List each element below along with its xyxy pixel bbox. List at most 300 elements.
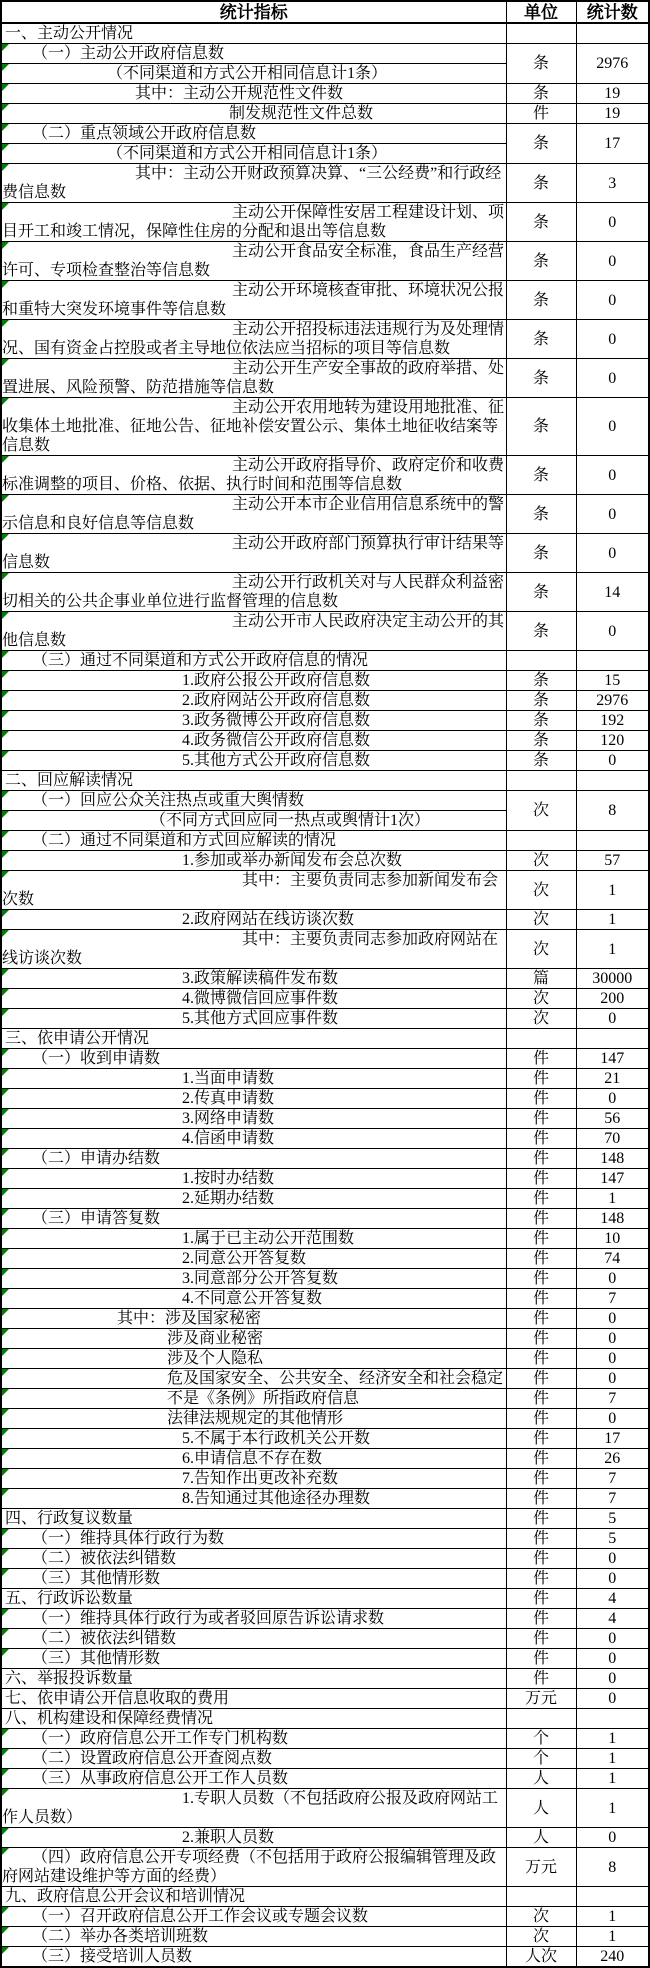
indicator-cell[interactable]: （二）通过不同渠道和方式回应解读的情况 — [1, 831, 506, 851]
unit-cell[interactable]: 次 — [506, 1907, 576, 1927]
value-cell[interactable]: 1 — [576, 1927, 649, 1947]
value-cell[interactable]: 8 — [576, 791, 649, 831]
value-cell[interactable]: 1 — [576, 1729, 649, 1749]
indicator-cell[interactable]: 1.当面申请数 — [1, 1069, 506, 1089]
excel-error-triangle-icon — [2, 612, 9, 619]
unit-cell[interactable] — [506, 651, 576, 671]
indicator-cell[interactable]: 3.网络申请数 — [1, 1109, 506, 1129]
value-cell[interactable]: 0 — [576, 612, 649, 651]
value-cell[interactable]: 0 — [576, 1629, 649, 1649]
indicator-cell[interactable]: 危及国家安全、公共安全、经济安全和社会稳定 — [1, 1369, 506, 1389]
table-row — [1, 871, 649, 910]
value-cell[interactable]: 192 — [576, 711, 649, 731]
table-row — [1, 456, 649, 495]
unit-cell[interactable]: 条 — [506, 456, 576, 495]
indicator-cell[interactable]: 主动公开市人民政府决定主动公开的其他信息数 — [2, 613, 505, 649]
indicator-cell[interactable]: 1.按时办结数 — [1, 1169, 506, 1189]
table-row — [1, 1769, 649, 1789]
unit-cell[interactable]: 条 — [506, 691, 576, 711]
value-cell[interactable]: 0 — [576, 1689, 649, 1709]
indicator-cell[interactable]: 2.政府网站在线访谈次数 — [1, 910, 506, 930]
indicator-cell[interactable]: 3.政策解读稿件发布数 — [1, 969, 506, 989]
unit-cell[interactable]: 条 — [506, 711, 576, 731]
value-cell[interactable]: 0 — [576, 1269, 649, 1289]
unit-cell[interactable]: 件 — [506, 1269, 576, 1289]
value-cell[interactable]: 0 — [576, 1349, 649, 1369]
unit-cell[interactable]: 件 — [506, 1069, 576, 1089]
value-cell[interactable]: 0 — [576, 1309, 649, 1329]
indicator-cell[interactable]: 2.政府网站公开政府信息数 — [1, 691, 506, 711]
value-cell[interactable]: 7 — [576, 1469, 649, 1489]
indicator-cell[interactable]: 不是《条例》所指政府信息 — [1, 1389, 506, 1409]
unit-cell[interactable]: 件 — [506, 1669, 576, 1689]
value-cell[interactable]: 1 — [576, 1189, 649, 1209]
indicator-cell[interactable]: 其中：主要负责同志参加政府网站在线访谈次数 — [1, 930, 506, 969]
excel-error-triangle-icon — [2, 64, 9, 71]
indicator-cell[interactable]: 其中：主要负责同志参加新闻发布会次数 — [1, 871, 506, 910]
indicator-cell[interactable]: 2.延期办结数 — [1, 1189, 506, 1209]
value-cell[interactable]: 4 — [576, 1589, 649, 1609]
table-row — [1, 671, 649, 691]
value-cell[interactable]: 19 — [576, 84, 649, 104]
section-indicator-cell[interactable]: 三、依申请公开情况 — [1, 1029, 506, 1049]
table-row — [1, 1907, 649, 1927]
unit-cell[interactable]: 条 — [506, 124, 576, 164]
unit-cell[interactable]: 条 — [506, 671, 576, 691]
section-indicator-cell[interactable]: 八、机构建设和保障经费情况 — [1, 1709, 506, 1729]
indicator-cell[interactable]: （一）收到申请数 — [1, 1049, 506, 1069]
excel-error-triangle-icon — [2, 281, 9, 288]
indicator-cell[interactable]: （二）举办各类培训班数 — [1, 1927, 506, 1947]
unit-cell[interactable]: 次 — [506, 910, 576, 930]
section-indicator-cell[interactable]: 七、依申请公开信息收取的费用 — [1, 1689, 506, 1709]
indicator-cell[interactable]: （三）从事政府信息公开工作人员数 — [1, 1769, 506, 1789]
unit-cell[interactable]: 件 — [506, 1089, 576, 1109]
value-cell[interactable]: 15 — [576, 671, 649, 691]
unit-cell[interactable]: 次 — [506, 871, 576, 910]
unit-cell[interactable]: 人 — [506, 1769, 576, 1789]
table-row — [1, 320, 649, 359]
value-cell[interactable]: 1 — [576, 1789, 649, 1828]
unit-cell[interactable]: 件 — [506, 1389, 576, 1409]
unit-cell[interactable]: 件 — [506, 1289, 576, 1309]
table-row — [1, 1409, 649, 1429]
indicator-cell[interactable]: 涉及个人隐私 — [1, 1349, 506, 1369]
indicator-cell[interactable]: 涉及商业秘密 — [1, 1329, 506, 1349]
value-cell[interactable]: 8 — [576, 1848, 649, 1887]
indicator-cell[interactable]: 1.政府公报公开政府信息数 — [1, 671, 506, 691]
unit-cell[interactable]: 件 — [506, 1609, 576, 1629]
value-cell[interactable]: 2976 — [576, 44, 649, 84]
unit-cell[interactable]: 件 — [506, 1549, 576, 1569]
unit-cell[interactable]: 件 — [506, 1049, 576, 1069]
excel-error-triangle-icon — [2, 1249, 9, 1256]
value-cell[interactable]: 148 — [576, 1209, 649, 1229]
unit-cell[interactable]: 件 — [506, 1329, 576, 1349]
value-cell[interactable]: 14 — [576, 573, 649, 612]
excel-error-triangle-icon — [2, 1907, 9, 1914]
unit-cell[interactable]: 条 — [506, 203, 576, 242]
section-indicator-cell[interactable]: 六、举报投诉数量 — [1, 1669, 506, 1689]
unit-cell[interactable]: 条 — [506, 573, 576, 612]
value-cell[interactable]: 0 — [576, 203, 649, 242]
value-cell[interactable]: 240 — [576, 1947, 649, 1968]
value-cell[interactable] — [576, 651, 649, 671]
table-row — [1, 691, 649, 711]
value-cell[interactable]: 147 — [576, 1169, 649, 1189]
unit-cell[interactable]: 个 — [506, 1729, 576, 1749]
indicator-cell[interactable]: （四）政府信息公开专项经费（不包括用于政府公报编辑管理及政府网站建设维护等方面的经费） — [1, 1848, 506, 1887]
unit-cell[interactable]: 条 — [506, 751, 576, 771]
value-cell[interactable] — [576, 1709, 649, 1729]
value-cell[interactable]: 70 — [576, 1129, 649, 1149]
value-cell[interactable]: 0 — [576, 1669, 649, 1689]
indicator-cell[interactable]: （一）维持具体行政行为数 — [1, 1529, 506, 1549]
unit-cell[interactable]: 次 — [506, 930, 576, 969]
table-row — [1, 124, 649, 144]
unit-cell[interactable]: 条 — [506, 612, 576, 651]
excel-error-triangle-icon — [2, 164, 9, 171]
indicator-cell[interactable]: 主动公开环境核查审批、环境状况公报和重特大突发环境事件等信息数 — [2, 282, 505, 318]
unit-cell[interactable]: 件 — [506, 1169, 576, 1189]
unit-cell[interactable] — [506, 1887, 576, 1907]
unit-cell[interactable]: 条 — [506, 731, 576, 751]
unit-cell[interactable] — [506, 771, 576, 791]
excel-error-triangle-icon — [2, 1209, 9, 1216]
indicator-cell[interactable]: 5.不属于本行政机关公开数 — [1, 1429, 506, 1449]
unit-cell[interactable]: 件 — [506, 1109, 576, 1129]
value-cell[interactable]: 0 — [576, 1369, 649, 1389]
value-cell[interactable]: 10 — [576, 1229, 649, 1249]
unit-cell[interactable]: 次 — [506, 1927, 576, 1947]
section-indicator-cell[interactable]: 五、行政诉讼数量 — [1, 1589, 506, 1609]
value-cell[interactable]: 0 — [576, 359, 649, 398]
value-cell[interactable]: 0 — [576, 1009, 649, 1029]
excel-error-triangle-icon — [2, 495, 9, 502]
value-cell[interactable]: 1 — [576, 910, 649, 930]
unit-cell[interactable]: 件 — [506, 104, 576, 124]
indicator-cell[interactable]: 2.兼职人员数 — [1, 1828, 506, 1848]
indicator-cell[interactable]: （一）政府信息公开工作专门机构数 — [1, 1729, 506, 1749]
unit-cell[interactable]: 条 — [506, 84, 576, 104]
unit-cell[interactable]: 件 — [506, 1309, 576, 1329]
value-cell[interactable]: 0 — [576, 1828, 649, 1848]
unit-cell[interactable]: 件 — [506, 1229, 576, 1249]
table-row — [1, 573, 649, 612]
indicator-cell[interactable]: 主动公开农用地转为建设用地批准、征收集体土地批准、征地公告、征地补偿安置公示、集体土地征收结案等信息数 — [2, 399, 505, 454]
indicator-cell[interactable]: （二）申请办结数 — [1, 1149, 506, 1169]
unit-cell[interactable]: 篇 — [506, 969, 576, 989]
value-cell[interactable] — [576, 1029, 649, 1049]
table-row — [1, 1329, 649, 1349]
value-cell[interactable]: 0 — [576, 456, 649, 495]
indicator-cell[interactable]: （不同渠道和方式公开相同信息计1条） — [1, 144, 506, 164]
indicator-cell[interactable]: （不同渠道和方式公开相同信息计1条） — [1, 64, 506, 84]
indicator-cell[interactable]: 法律法规规定的其他情形 — [1, 1409, 506, 1429]
indicator-cell[interactable]: 5.其他方式回应事件数 — [1, 1009, 506, 1029]
table-row — [1, 930, 649, 969]
table-row — [1, 1729, 649, 1749]
value-cell[interactable]: 3 — [576, 164, 649, 203]
unit-cell[interactable]: 人 — [506, 1828, 576, 1848]
indicator-cell[interactable]: 2.同意公开答复数 — [1, 1249, 506, 1269]
indicator-cell[interactable]: 其中：涉及国家秘密 — [1, 1309, 506, 1329]
indicator-cell[interactable]: 6.申请信息不存在数 — [1, 1449, 506, 1469]
value-cell[interactable] — [576, 1887, 649, 1907]
indicator-cell[interactable]: 1.属于已主动公开范围数 — [1, 1229, 506, 1249]
indicator-cell[interactable]: 3.同意部分公开答复数 — [1, 1269, 506, 1289]
unit-cell[interactable]: 条 — [506, 44, 576, 84]
unit-cell[interactable]: 件 — [506, 1249, 576, 1269]
unit-cell[interactable]: 件 — [506, 1569, 576, 1589]
value-cell[interactable]: 19 — [576, 104, 649, 124]
unit-cell[interactable]: 条 — [506, 281, 576, 320]
unit-cell[interactable]: 件 — [506, 1409, 576, 1429]
unit-cell[interactable]: 万元 — [506, 1848, 576, 1887]
excel-error-triangle-icon — [2, 1049, 9, 1056]
indicator-cell[interactable]: 主动公开招投标违法违规行为及处理情况、国有资金占控股或者主导地位依法应当招标的项目等信息数 — [2, 321, 505, 357]
unit-cell[interactable]: 人 — [506, 1789, 576, 1828]
indicator-cell[interactable]: （三）其他情形数 — [1, 1649, 506, 1669]
table-row — [1, 1009, 649, 1029]
unit-cell[interactable]: 件 — [506, 1129, 576, 1149]
value-cell[interactable]: 0 — [576, 281, 649, 320]
value-cell[interactable]: 0 — [576, 398, 649, 456]
table-row — [1, 1947, 649, 1968]
value-cell[interactable]: 26 — [576, 1449, 649, 1469]
value-cell[interactable]: 5 — [576, 1529, 649, 1549]
excel-error-triangle-icon — [2, 1469, 9, 1476]
indicator-cell[interactable]: （二）设置政府信息公开查阅点数 — [1, 1749, 506, 1769]
section-indicator-cell[interactable]: 四、行政复议数量 — [1, 1509, 506, 1529]
value-cell[interactable]: 0 — [576, 534, 649, 573]
value-cell[interactable]: 0 — [576, 1409, 649, 1429]
value-cell[interactable]: 0 — [576, 1569, 649, 1589]
unit-cell[interactable]: 次 — [506, 989, 576, 1009]
unit-cell[interactable] — [506, 23, 576, 44]
column-header-unit[interactable]: 单位 — [506, 1, 576, 23]
indicator-cell[interactable]: （二）被依法纠错数 — [1, 1549, 506, 1569]
section-indicator-cell[interactable]: 一、主动公开情况 — [1, 23, 506, 44]
unit-cell[interactable]: 件 — [506, 1149, 576, 1169]
indicator-cell[interactable]: 主动公开保障性安居工程建设计划、项目开工和竣工情况，保障性住房的分配和退出等信息数 — [2, 204, 505, 240]
section-indicator-cell[interactable]: 九、政府信息公开会议和培训情况 — [1, 1887, 506, 1907]
value-cell[interactable]: 0 — [576, 751, 649, 771]
table-row — [1, 23, 649, 44]
table-row — [1, 1709, 649, 1729]
value-cell[interactable]: 7 — [576, 1489, 649, 1509]
unit-cell[interactable]: 件 — [506, 1209, 576, 1229]
indicator-cell[interactable]: 主动公开食品安全标准，食品生产经营许可、专项检查整治等信息数 — [2, 243, 505, 279]
value-cell[interactable]: 148 — [576, 1149, 649, 1169]
unit-cell[interactable]: 条 — [506, 534, 576, 573]
unit-cell[interactable]: 件 — [506, 1649, 576, 1669]
value-cell[interactable]: 17 — [576, 1429, 649, 1449]
excel-error-triangle-icon — [2, 1609, 9, 1616]
indicator-cell[interactable]: 8.告知通过其他途径办理数 — [1, 1489, 506, 1509]
value-cell[interactable]: 0 — [576, 495, 649, 534]
indicator-cell[interactable]: 4.微博微信回应事件数 — [1, 989, 506, 1009]
excel-error-triangle-icon — [2, 1329, 9, 1336]
value-cell[interactable]: 1 — [576, 930, 649, 969]
unit-cell[interactable]: 件 — [506, 1449, 576, 1469]
indicator-cell[interactable]: （不同方式回应同一热点或舆情计1次） — [1, 811, 506, 831]
table-row — [1, 1689, 649, 1709]
table-row — [1, 242, 649, 281]
excel-error-triangle-icon — [2, 831, 9, 838]
unit-cell[interactable]: 条 — [506, 398, 576, 456]
excel-error-triangle-icon — [2, 751, 9, 758]
indicator-cell[interactable]: 2.传真申请数 — [1, 1089, 506, 1109]
indicator-cell[interactable]: 4.政务微信公开政府信息数 — [1, 731, 506, 751]
indicator-cell[interactable]: 1.参加或举办新闻发布会总次数 — [1, 851, 506, 871]
value-cell[interactable] — [576, 831, 649, 851]
indicator-cell[interactable]: 主动公开生产安全事故的政府举措、处置进展、风险预警、防范措施等信息数 — [2, 360, 505, 396]
indicator-cell[interactable]: 7.告知作出更改补充数 — [1, 1469, 506, 1489]
indicator-cell[interactable]: 3.政务微博公开政府信息数 — [1, 711, 506, 731]
indicator-cell[interactable]: 主动公开行政机关对与人民群众利益密切相关的公共企事业单位进行监督管理的信息数 — [2, 574, 505, 610]
value-cell[interactable]: 5 — [576, 1509, 649, 1529]
unit-cell[interactable]: 件 — [506, 1629, 576, 1649]
unit-cell[interactable]: 件 — [506, 1489, 576, 1509]
indicator-cell[interactable]: （三）接受培训人员数 — [1, 1947, 506, 1968]
excel-error-triangle-icon — [2, 1149, 9, 1156]
unit-cell[interactable]: 件 — [506, 1189, 576, 1209]
value-cell[interactable]: 1 — [576, 1769, 649, 1789]
indicator-cell[interactable]: （三）其他情形数 — [1, 1569, 506, 1589]
indicator-cell[interactable]: （三）通过不同渠道和方式公开政府信息的情况 — [1, 651, 506, 671]
unit-cell[interactable]: 件 — [506, 1529, 576, 1549]
table-row — [1, 1749, 649, 1769]
table-row — [1, 1848, 649, 1887]
excel-error-triangle-icon — [2, 1629, 9, 1636]
indicator-cell[interactable]: （一）维持具体行政行为或者驳回原告诉讼请求数 — [1, 1609, 506, 1629]
indicator-cell[interactable]: （二）重点领域公开政府信息数 — [1, 124, 506, 144]
indicator-cell[interactable]: （三）申请答复数 — [1, 1209, 506, 1229]
value-cell[interactable]: 30000 — [576, 969, 649, 989]
unit-cell[interactable]: 条 — [506, 495, 576, 534]
unit-cell[interactable]: 件 — [506, 1349, 576, 1369]
value-cell[interactable]: 0 — [576, 1089, 649, 1109]
value-cell[interactable]: 56 — [576, 1109, 649, 1129]
excel-error-triangle-icon — [2, 1549, 9, 1556]
indicator-cell[interactable]: 主动公开本市企业信用信息系统中的警示信息和良好信息等信息数 — [2, 496, 505, 532]
unit-cell[interactable] — [506, 1029, 576, 1049]
unit-cell[interactable]: 件 — [506, 1589, 576, 1609]
indicator-cell[interactable]: 4.信函申请数 — [1, 1129, 506, 1149]
indicator-cell[interactable]: 其中：主动公开规范性文件数 — [1, 84, 506, 104]
indicator-cell[interactable]: 主动公开政府部门预算执行审计结果等信息数 — [2, 535, 505, 571]
excel-error-triangle-icon — [2, 851, 9, 858]
indicator-cell[interactable]: 5.其他方式公开政府信息数 — [1, 751, 506, 771]
value-cell[interactable]: 1 — [576, 1749, 649, 1769]
value-cell[interactable]: 120 — [576, 731, 649, 751]
table-row — [1, 751, 649, 771]
unit-cell[interactable]: 条 — [506, 242, 576, 281]
unit-cell[interactable]: 件 — [506, 1429, 576, 1449]
unit-cell[interactable]: 件 — [506, 1509, 576, 1529]
value-cell[interactable]: 1 — [576, 871, 649, 910]
value-cell[interactable]: 57 — [576, 851, 649, 871]
indicator-cell[interactable]: 制发规范性文件总数 — [1, 104, 506, 124]
unit-cell[interactable] — [506, 1709, 576, 1729]
table-row — [1, 1089, 649, 1109]
indicator-cell[interactable]: （二）被依法纠错数 — [1, 1629, 506, 1649]
excel-error-triangle-icon — [2, 1769, 9, 1776]
unit-cell[interactable]: 次 — [506, 1009, 576, 1029]
indicator-cell[interactable]: （一）主动公开政府信息数 — [1, 44, 506, 64]
table-row — [1, 851, 649, 871]
value-cell[interactable]: 0 — [576, 1549, 649, 1569]
unit-cell[interactable]: 个 — [506, 1749, 576, 1769]
value-cell[interactable]: 7 — [576, 1389, 649, 1409]
table-row — [1, 1289, 649, 1309]
indicator-cell[interactable]: 其中：主动公开财政预算决算、“三公经费”和行政经费信息数 — [1, 164, 506, 203]
table-row — [1, 1589, 649, 1609]
excel-error-triangle-icon — [2, 359, 9, 366]
value-cell[interactable]: 0 — [576, 242, 649, 281]
column-header-indicator[interactable]: 统计指标 — [1, 1, 506, 23]
value-cell[interactable]: 0 — [576, 1649, 649, 1669]
excel-error-triangle-icon — [2, 1309, 9, 1316]
table-row — [1, 1169, 649, 1189]
excel-error-triangle-icon — [2, 930, 9, 937]
unit-cell[interactable] — [506, 831, 576, 851]
value-cell[interactable]: 0 — [576, 1329, 649, 1349]
value-cell[interactable]: 4 — [576, 1609, 649, 1629]
table-row — [1, 1549, 649, 1569]
value-cell[interactable]: 200 — [576, 989, 649, 1009]
value-cell[interactable]: 7 — [576, 1289, 649, 1309]
value-cell[interactable] — [576, 23, 649, 44]
excel-error-triangle-icon — [2, 1848, 9, 1855]
unit-cell[interactable]: 人次 — [506, 1947, 576, 1968]
indicator-cell[interactable]: 1.专职人员数（不包括政府公报及政府网站工作人员数） — [1, 1789, 506, 1828]
value-cell[interactable]: 0 — [576, 320, 649, 359]
excel-error-triangle-icon — [2, 534, 9, 541]
value-cell[interactable]: 17 — [576, 124, 649, 164]
value-cell[interactable]: 1 — [576, 1907, 649, 1927]
unit-cell[interactable]: 条 — [506, 164, 576, 203]
unit-cell[interactable]: 万元 — [506, 1689, 576, 1709]
header-row — [1, 1, 649, 23]
excel-error-triangle-icon — [2, 573, 9, 580]
value-cell[interactable]: 2976 — [576, 691, 649, 711]
unit-cell[interactable]: 件 — [506, 1369, 576, 1389]
value-cell[interactable]: 74 — [576, 1249, 649, 1269]
value-cell[interactable]: 147 — [576, 1049, 649, 1069]
indicator-cell[interactable]: 4.不同意公开答复数 — [1, 1289, 506, 1309]
unit-cell[interactable]: 次 — [506, 791, 576, 831]
excel-error-triangle-icon — [2, 1947, 9, 1954]
indicator-cell[interactable]: （一）回应公众关注热点或重大舆情数 — [1, 791, 506, 811]
value-cell[interactable] — [576, 771, 649, 791]
indicator-cell[interactable]: （一）召开政府信息公开工作会议或专题会议数 — [1, 1907, 506, 1927]
indicator-cell[interactable]: 主动公开政府指导价、政府定价和收费标准调整的项目、价格、依据、执行时间和范围等信息数 — [2, 457, 505, 493]
column-header-count[interactable]: 统计数 — [576, 1, 649, 23]
unit-cell[interactable]: 件 — [506, 1469, 576, 1489]
unit-cell[interactable]: 条 — [506, 359, 576, 398]
excel-error-triangle-icon — [2, 144, 9, 151]
value-cell[interactable]: 21 — [576, 1069, 649, 1089]
unit-cell[interactable]: 条 — [506, 320, 576, 359]
unit-cell[interactable]: 次 — [506, 851, 576, 871]
excel-error-triangle-icon — [2, 1789, 9, 1796]
table-row — [1, 1789, 649, 1828]
section-indicator-cell[interactable]: 二、回应解读情况 — [1, 771, 506, 791]
table-row — [1, 1649, 649, 1669]
table-row — [1, 1129, 649, 1149]
